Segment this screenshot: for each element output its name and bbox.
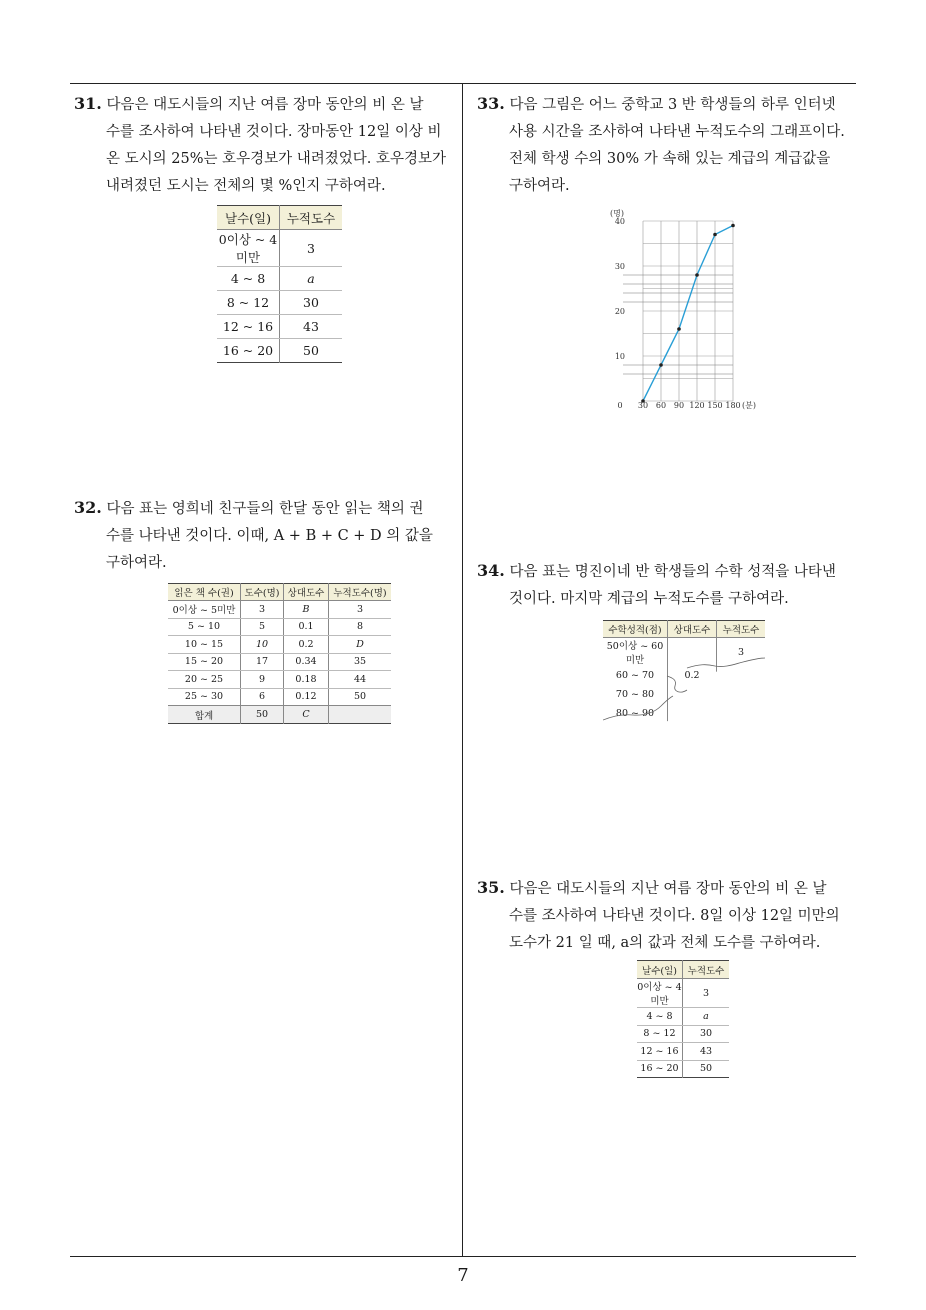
y-tick-label: 10	[614, 352, 625, 361]
table-cell: 43	[683, 1043, 730, 1061]
table-header: 누적도수(명)	[329, 584, 392, 601]
table-cell: 10	[241, 636, 284, 654]
table-cell: 43	[280, 315, 343, 339]
table-header: 날수(일)	[217, 206, 280, 230]
question-text-line: 다음은 대도시들의 지난 여름 장마 동안의 비 온 날	[106, 97, 424, 113]
question-number: 33.	[477, 94, 505, 113]
question-text-line: 수를 조사하여 나타낸 것이다. 8일 이상 12일 미만의	[509, 908, 840, 924]
cumulative-frequency-chart	[605, 203, 775, 418]
table-header: 누적도수	[683, 961, 730, 979]
y-tick-label: 20	[614, 307, 625, 316]
table-cell: 0이상 ~ 5미만	[168, 601, 241, 619]
ogive-line	[643, 226, 733, 402]
math-score-table	[603, 620, 765, 730]
x-tick-label: 30	[637, 401, 649, 410]
table-row	[168, 653, 391, 671]
table-cell: 15 ~ 20	[168, 653, 241, 671]
table-cell: 80 ~ 90	[603, 704, 668, 723]
table-cell: 8 ~ 12	[637, 1025, 683, 1043]
question-number: 34.	[477, 561, 505, 580]
x-tick-label: 120	[689, 401, 705, 410]
table-header: 날수(일)	[637, 961, 683, 979]
data-point	[695, 273, 699, 277]
x-tick-label: 90	[673, 401, 685, 410]
page-number: 7	[457, 1265, 469, 1286]
data-point	[713, 233, 717, 237]
chart-grid	[623, 221, 733, 401]
bottom-rule	[70, 1256, 856, 1257]
x-tick-label: 60	[655, 401, 667, 410]
table-cell: 0.34	[284, 653, 329, 671]
table-cell: 합계	[168, 706, 241, 724]
frequency-table	[637, 960, 729, 1078]
data-point	[677, 327, 681, 331]
table-cell: 50	[241, 706, 284, 724]
question-text-line: 수를 조사하여 나타낸 것이다. 장마동안 12일 이상 비	[106, 124, 442, 140]
table-cell: 30	[683, 1025, 730, 1043]
question-text-line: 온 도시의 25%는 호우경보가 내려졌었다. 호우경보가	[106, 151, 447, 167]
table-row	[217, 291, 342, 315]
table-row	[168, 601, 391, 619]
y-axis-label: (명)	[610, 209, 624, 218]
table-cell: 6	[241, 688, 284, 706]
table-cell: 30	[280, 291, 343, 315]
table-cell: 12 ~ 16	[217, 315, 280, 339]
question-number: 31.	[74, 94, 102, 113]
table-cell: 17	[241, 653, 284, 671]
table-cell: a	[280, 267, 343, 291]
table-cell: 50이상 ~ 60미만	[603, 638, 668, 667]
question-text-line: 도수가 21 일 때, a의 값과 전체 도수를 구하여라.	[509, 935, 821, 951]
table-cell: D	[329, 636, 392, 654]
table-cell: 4 ~ 8	[637, 1008, 683, 1026]
table-cell: 0.2	[284, 636, 329, 654]
table-header: 도수(명)	[241, 584, 284, 601]
table-cell: 5 ~ 10	[168, 618, 241, 636]
table-row	[637, 1025, 729, 1043]
table-cell: 16 ~ 20	[637, 1060, 683, 1078]
table-cell: 20 ~ 25	[168, 671, 241, 689]
question-text-line: 다음 표는 명진이네 반 학생들의 수학 성적을 나타낸	[509, 564, 836, 580]
table-cell: 0.1	[284, 618, 329, 636]
table-row	[168, 636, 391, 654]
table-cell: 4 ~ 8	[217, 267, 280, 291]
table-total-row	[168, 706, 391, 724]
question-number: 32.	[74, 498, 102, 517]
table-cell	[329, 706, 392, 724]
column-divider	[462, 83, 463, 1257]
table-row	[637, 979, 729, 1008]
table-cell: 3	[683, 979, 730, 1008]
table-cell: 3	[241, 601, 284, 619]
data-point	[731, 224, 735, 228]
chart-series	[641, 224, 735, 403]
table-cell: 25 ~ 30	[168, 688, 241, 706]
table-cell: 5	[241, 618, 284, 636]
origin-label: 0	[617, 401, 623, 410]
table-cell: 3	[737, 646, 745, 658]
table-cell: 10 ~ 15	[168, 636, 241, 654]
table-row	[217, 339, 342, 363]
question-text-line: 다음은 대도시들의 지난 여름 장마 동안의 비 온 날	[509, 881, 827, 897]
table-row	[217, 267, 342, 291]
y-tick-label: 40	[614, 217, 625, 226]
table-header: 상대도수	[668, 621, 717, 638]
question-text-line: 다음 표는 영희네 친구들의 한달 동안 읽는 책의 권	[106, 501, 424, 517]
table-cell: 0.2	[668, 666, 717, 685]
table-cell: 35	[329, 653, 392, 671]
table-cell: 8	[329, 618, 392, 636]
question-number: 35.	[477, 878, 505, 897]
question-text-line: 다음 그림은 어느 중학교 3 반 학생들의 하루 인터넷	[509, 97, 836, 113]
table-header: 수학성적(점)	[603, 621, 668, 638]
question-text-line: 수를 나타낸 것이다. 이때, A + B + C + D 의 값을	[106, 528, 433, 544]
table-cell: 9	[241, 671, 284, 689]
question-text-line: 구하여라.	[509, 178, 570, 194]
table-row	[637, 1060, 729, 1078]
table-row	[217, 230, 342, 267]
table-cell: 16 ~ 20	[217, 339, 280, 363]
table-cell: 0.12	[284, 688, 329, 706]
table-cell: a	[683, 1008, 730, 1026]
table-row	[637, 1043, 729, 1061]
table-header: 누적도수	[717, 621, 766, 638]
table-cell: 50	[303, 343, 319, 358]
table-cell: 60 ~ 70	[603, 666, 668, 685]
table-row	[168, 671, 391, 689]
table-cell: C	[284, 706, 329, 724]
x-axis-label: (분)	[742, 401, 756, 410]
table-cell: 44	[329, 671, 392, 689]
table-cell: 8 ~ 12	[217, 291, 280, 315]
table-cell: 3	[329, 601, 392, 619]
table-cell: 3	[280, 230, 343, 267]
table-cell: B	[284, 601, 329, 619]
data-point	[659, 363, 663, 367]
table-cell: 0이상 ~ 4미만	[637, 979, 683, 1008]
table-cell: 0이상 ~ 4미만	[217, 230, 280, 267]
question-text-line: 사용 시간을 조사하여 나타낸 누적도수의 그래프이다.	[509, 124, 845, 140]
table-row	[168, 618, 391, 636]
y-tick-label: 30	[614, 262, 625, 271]
table-header: 상대도수	[284, 584, 329, 601]
x-tick-label: 180	[725, 401, 741, 410]
torn-edge-mask	[603, 620, 765, 730]
table-row	[217, 315, 342, 339]
table-cell: 50	[353, 691, 367, 703]
table-cell: 70 ~ 80	[603, 685, 668, 704]
question-text-line: 내려졌던 도시는 전체의 몇 %인지 구하여라.	[106, 178, 386, 194]
table-row	[168, 688, 391, 706]
question-text-line: 것이다. 마지막 계급의 누적도수를 구하여라.	[509, 591, 789, 607]
table-row	[637, 1008, 729, 1026]
x-tick-label: 150	[707, 401, 723, 410]
table-header: 누적도수	[280, 206, 343, 230]
chart-labels	[610, 208, 756, 410]
top-rule	[70, 83, 856, 84]
books-table	[168, 583, 391, 724]
table-cell: 50	[699, 1063, 713, 1075]
table-cell: 12 ~ 16	[637, 1043, 683, 1061]
question-text-line: 구하여라.	[106, 555, 167, 571]
question-text-line: 전체 학생 수의 30% 가 속해 있는 계급의 계급값을	[509, 151, 831, 167]
frequency-table	[217, 205, 342, 363]
table-header: 읽은 책 수(권)	[168, 584, 241, 601]
table-cell: 0.18	[284, 671, 329, 689]
